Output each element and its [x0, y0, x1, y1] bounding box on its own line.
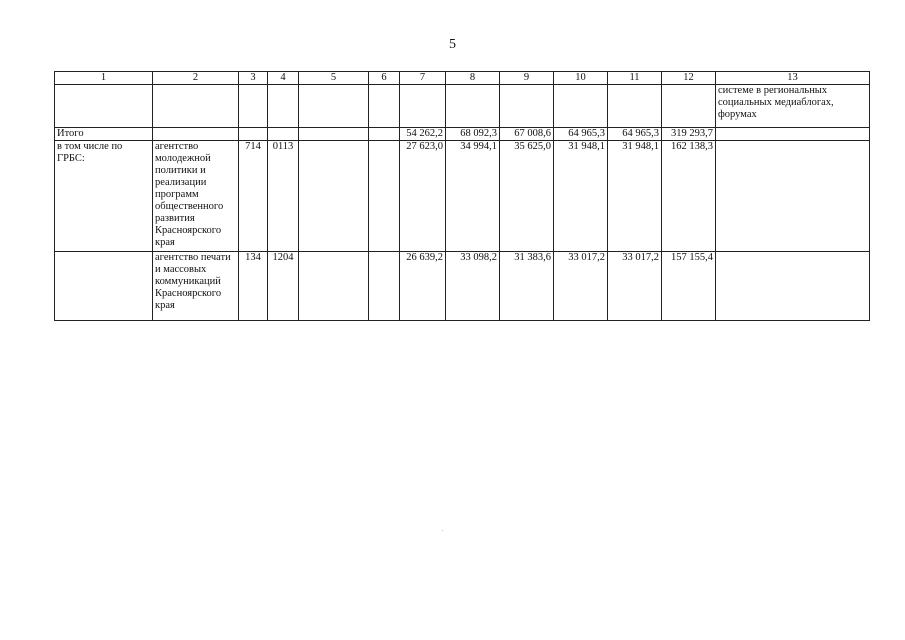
empty-cell: [153, 85, 239, 128]
header-cell: 10: [554, 72, 608, 85]
empty-cell: [369, 141, 400, 252]
header-cell: 12: [662, 72, 716, 85]
agency-name: агентство молодежной политики и реализации программ общественного развития Красноярского края: [153, 141, 239, 252]
value-cell: 31 948,1: [608, 141, 662, 252]
value-cell: 33 098,2: [446, 252, 500, 321]
empty-cell: [716, 141, 870, 252]
total-value: 64 965,3: [608, 128, 662, 141]
empty-cell: [554, 85, 608, 128]
empty-cell: [239, 85, 268, 128]
empty-cell: [662, 85, 716, 128]
grbs-row: [55, 141, 870, 252]
header-cell: 11: [608, 72, 662, 85]
value-cell: 31 948,1: [554, 141, 608, 252]
code-cell: 714: [239, 141, 268, 252]
value-cell: 35 625,0: [500, 141, 554, 252]
header-row: [55, 72, 870, 85]
empty-cell: [299, 252, 369, 321]
continued-text-cell: системе в региональных социальных медиаблогах, форумах: [716, 85, 870, 128]
empty-cell: [369, 85, 400, 128]
header-cell: 5: [299, 72, 369, 85]
empty-cell: [55, 85, 153, 128]
empty-cell: [500, 85, 554, 128]
empty-cell: [716, 128, 870, 141]
empty-cell: [608, 85, 662, 128]
total-label: Итого: [55, 128, 153, 141]
header-cell: 4: [268, 72, 299, 85]
scan-speck: [442, 530, 443, 531]
value-cell: 31 383,6: [500, 252, 554, 321]
code-cell: 0113: [268, 141, 299, 252]
empty-cell: [446, 85, 500, 128]
total-value: 64 965,3: [554, 128, 608, 141]
value-cell: 162 138,3: [662, 141, 716, 252]
empty-cell: [299, 128, 369, 141]
continuation-row: [55, 85, 870, 128]
header-cell: 3: [239, 72, 268, 85]
budget-table: [54, 71, 870, 321]
value-cell: 33 017,2: [608, 252, 662, 321]
value-cell: 26 639,2: [400, 252, 446, 321]
grbs-row: [55, 252, 870, 321]
grbs-label: [55, 252, 153, 321]
grbs-label: в том числе по ГРБС:: [55, 141, 153, 252]
total-row: [55, 128, 870, 141]
empty-cell: [716, 252, 870, 321]
code-cell: 1204: [268, 252, 299, 321]
code-cell: 134: [239, 252, 268, 321]
empty-cell: [299, 85, 369, 128]
header-cell: 9: [500, 72, 554, 85]
empty-cell: [268, 128, 299, 141]
header-cell: 7: [400, 72, 446, 85]
empty-cell: [239, 128, 268, 141]
header-cell: 6: [369, 72, 400, 85]
empty-cell: [369, 252, 400, 321]
total-value: 68 092,3: [446, 128, 500, 141]
total-value: 319 293,7: [662, 128, 716, 141]
empty-cell: [299, 141, 369, 252]
value-cell: 33 017,2: [554, 252, 608, 321]
empty-cell: [400, 85, 446, 128]
header-cell: 8: [446, 72, 500, 85]
empty-cell: [153, 128, 239, 141]
empty-cell: [369, 128, 400, 141]
value-cell: 27 623,0: [400, 141, 446, 252]
total-value: 67 008,6: [500, 128, 554, 141]
total-value: 54 262,2: [400, 128, 446, 141]
empty-cell: [268, 85, 299, 128]
header-cell: 1: [55, 72, 153, 85]
value-cell: 34 994,1: [446, 141, 500, 252]
header-cell: 13: [716, 72, 870, 85]
agency-name: агентство печати и массовых коммуникаций Красноярского края: [153, 252, 239, 321]
page-number: 5: [449, 37, 456, 52]
header-cell: 2: [153, 72, 239, 85]
value-cell: 157 155,4: [662, 252, 716, 321]
